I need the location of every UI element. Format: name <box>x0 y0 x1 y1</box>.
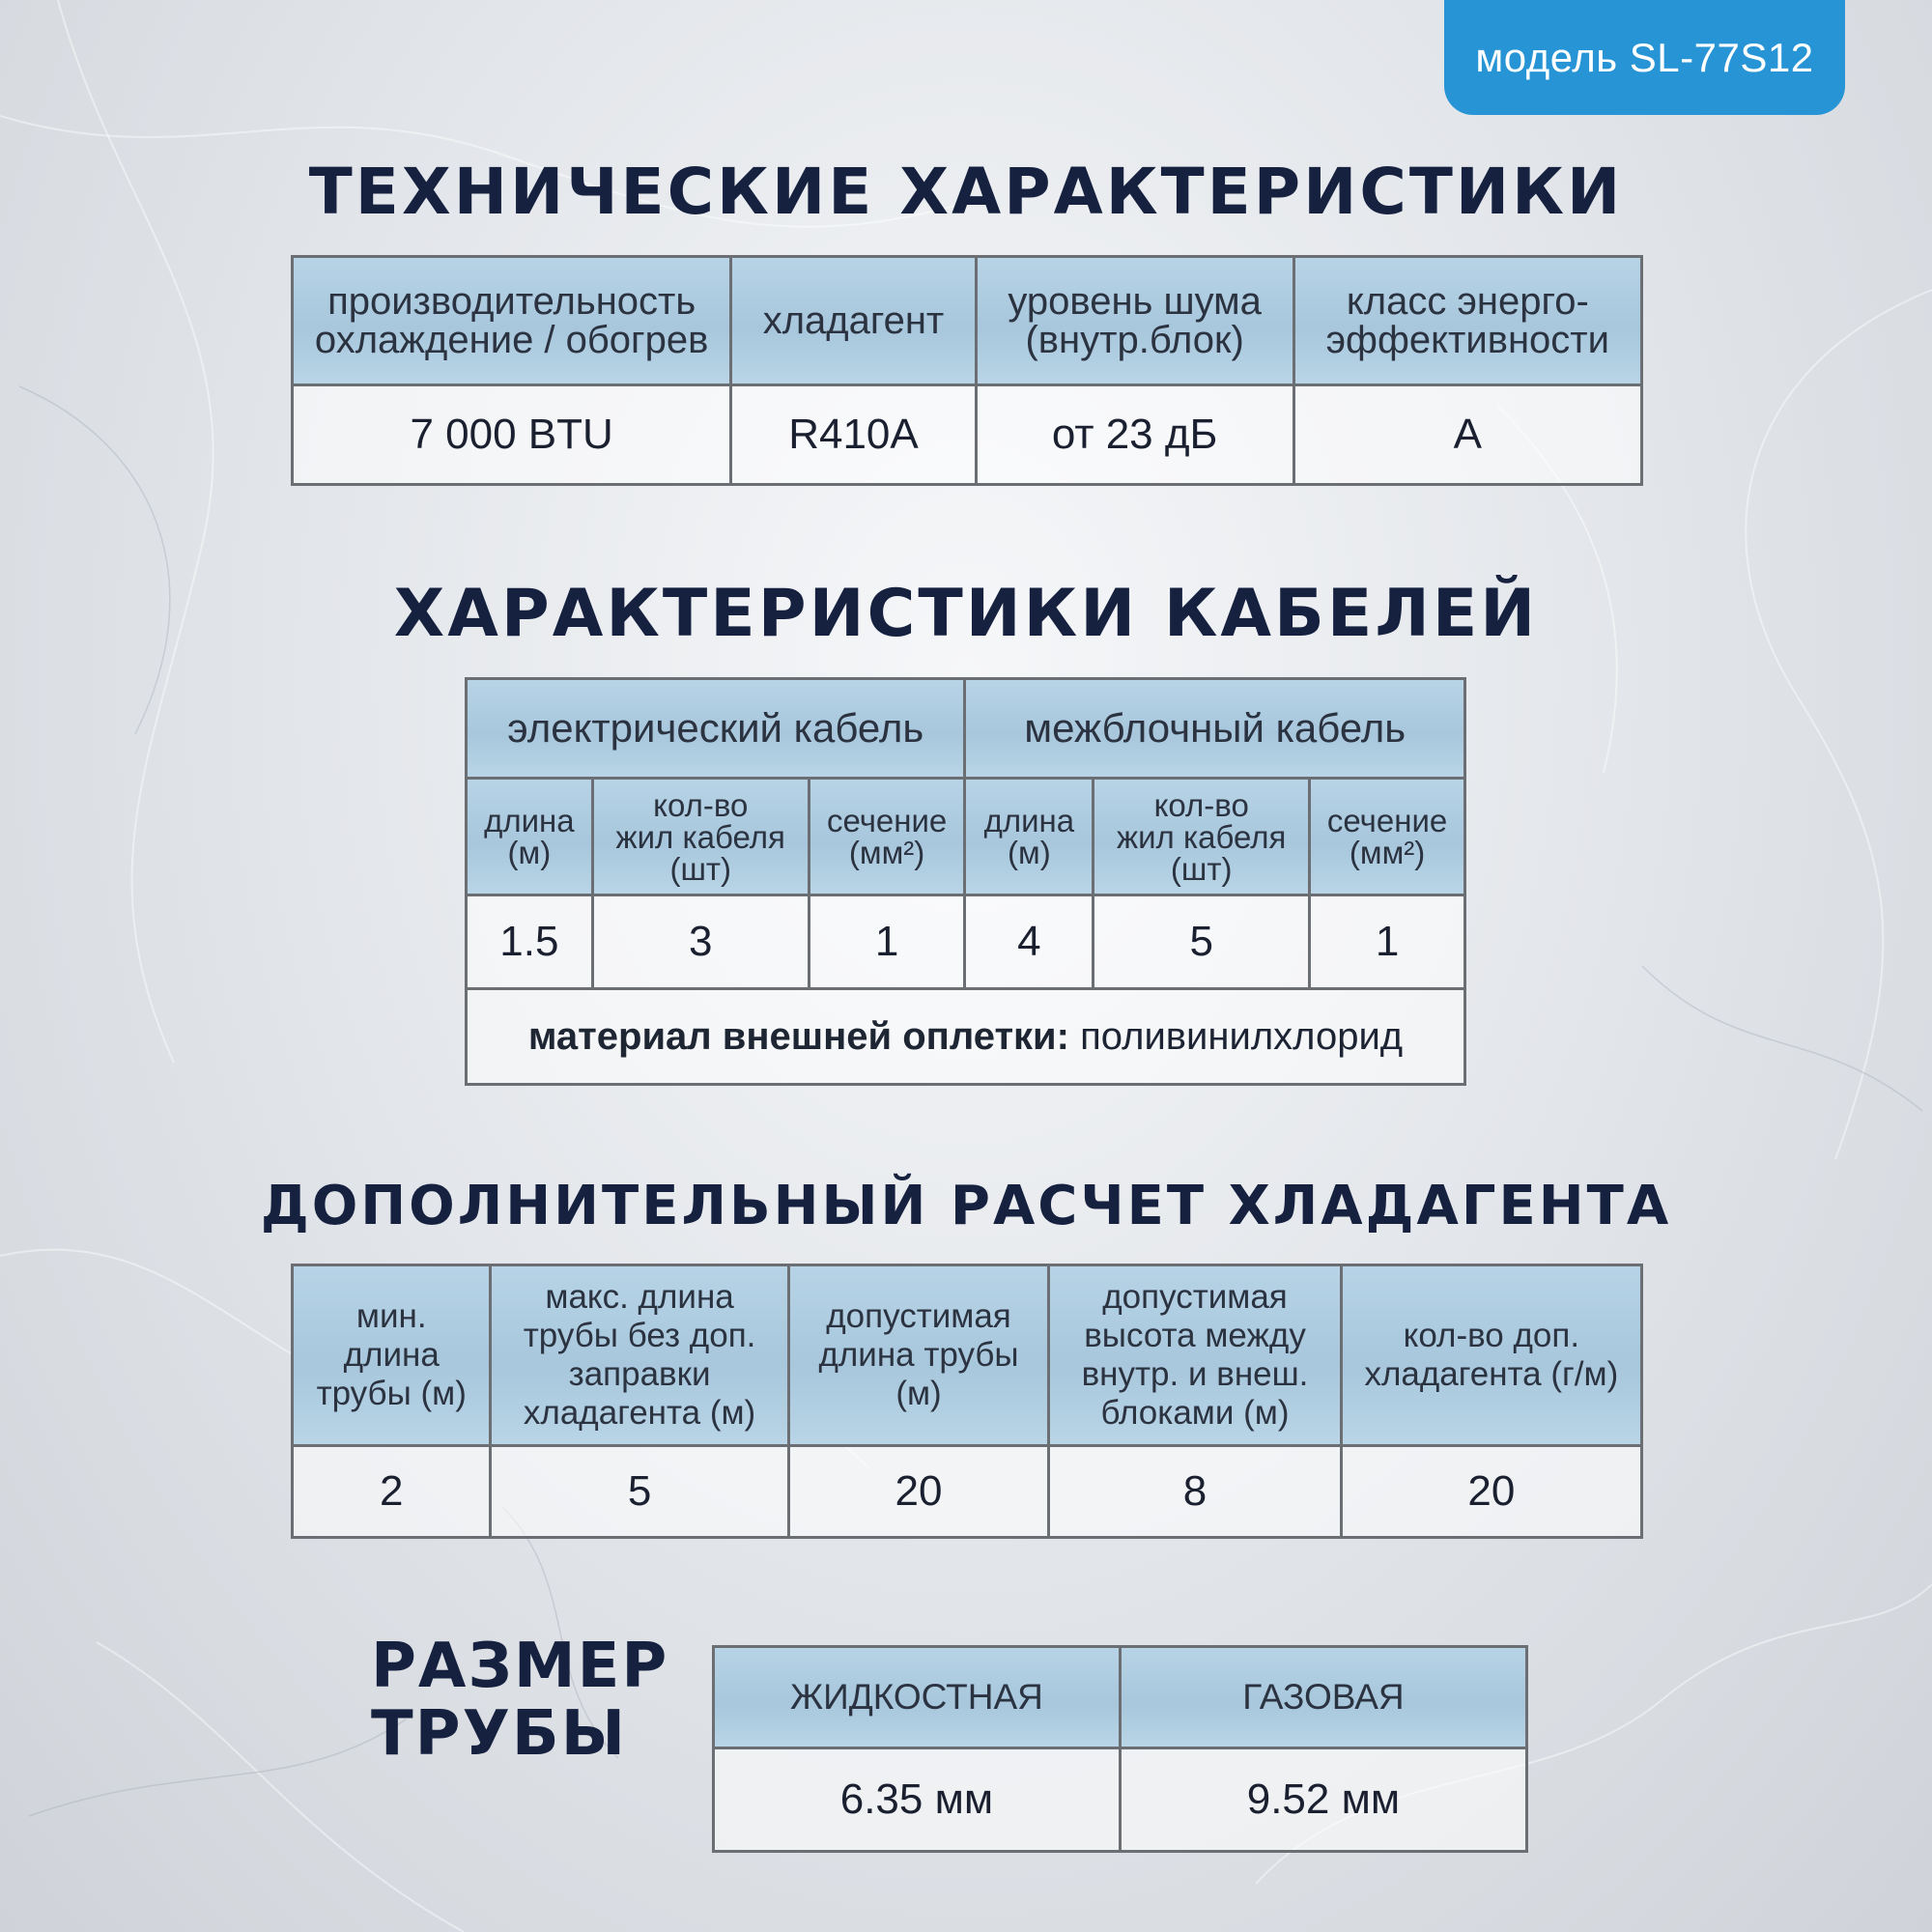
refrigerant-header-row <box>293 1265 1642 1446</box>
tech-specs-header-row <box>293 257 1642 385</box>
subheader-electric-cores: кол-во жил кабеля (шт) <box>592 779 809 895</box>
model-badge: модель SL-77S12 <box>1444 0 1845 115</box>
header-energy-class: класс энерго- эффективности <box>1293 257 1641 385</box>
value-interconnect-length: 4 <box>965 895 1094 989</box>
sheath-material-value: поливинилхлорид <box>1068 1014 1404 1058</box>
cables-subheader-row <box>467 779 1465 895</box>
value-electric-cores: 3 <box>592 895 809 989</box>
header-gas-pipe: ГАЗОВАЯ <box>1120 1647 1526 1748</box>
header-noise-level: уровень шума (внутр.блок) <box>976 257 1293 385</box>
subheader-interconnect-section: сечение (мм²) <box>1310 779 1465 895</box>
value-electric-section: 1 <box>809 895 965 989</box>
value-gas-pipe: 9.52 мм <box>1120 1748 1526 1852</box>
refrigerant-value-row <box>293 1446 1642 1538</box>
header-liquid-pipe: ЖИДКОСТНАЯ <box>714 1647 1121 1748</box>
header-extra-refrigerant: кол-во доп. хладагента (г/м) <box>1341 1265 1641 1446</box>
value-interconnect-section: 1 <box>1310 895 1465 989</box>
header-electric-cable: электрический кабель <box>467 679 965 779</box>
sheath-material-label: материал внешней оплетки: <box>527 1014 1069 1058</box>
header-cooling-heating-capacity: производительность охлаждение / обогрев <box>293 257 731 385</box>
value-min-pipe-length: 2 <box>293 1446 491 1538</box>
subheader-interconnect-length: длина (м) <box>965 779 1094 895</box>
value-energy-class: A <box>1293 385 1641 485</box>
refrigerant-calc-title: ДОПОЛНИТЕЛЬНЫЙ РАСЧЕТ ХЛАДАГЕНТА <box>260 1175 1672 1237</box>
header-allowed-height: допустимая высота между внутр. и внеш. блоками (м) <box>1049 1265 1341 1446</box>
value-capacity: 7 000 BTU <box>293 385 731 485</box>
header-max-length-no-charge: макс. длина трубы без доп. заправки хладагента (м) <box>491 1265 788 1446</box>
header-interconnect-cable: межблочный кабель <box>965 679 1465 779</box>
sheath-material-note <box>467 989 1465 1085</box>
tech-specs-title: ТЕХНИЧЕСКИЕ ХАРАКТЕРИСТИКИ <box>308 155 1624 229</box>
tech-specs-table <box>291 255 1643 486</box>
value-allowed-pipe-length: 20 <box>788 1446 1049 1538</box>
value-liquid-pipe: 6.35 мм <box>714 1748 1121 1852</box>
header-allowed-pipe-length: допустимая длина трубы (м) <box>788 1265 1049 1446</box>
value-max-length-no-charge: 5 <box>491 1446 788 1538</box>
subheader-electric-length: длина (м) <box>467 779 593 895</box>
cables-title: ХАРАКТЕРИСТИКИ КАБЕЛЕЙ <box>393 576 1539 652</box>
cables-group-row <box>467 679 1465 779</box>
value-extra-refrigerant: 20 <box>1341 1446 1641 1538</box>
subheader-interconnect-cores: кол-во жил кабеля (шт) <box>1094 779 1310 895</box>
value-noise-level: от 23 дБ <box>976 385 1293 485</box>
cables-value-row <box>467 895 1465 989</box>
pipe-header-row <box>714 1647 1527 1748</box>
value-interconnect-cores: 5 <box>1094 895 1310 989</box>
refrigerant-calc-table <box>291 1264 1643 1539</box>
pipe-size-title: РАЗМЕР ТРУБЫ <box>371 1631 669 1770</box>
subheader-electric-section: сечение (мм²) <box>809 779 965 895</box>
value-refrigerant: R410A <box>731 385 976 485</box>
cables-note-row <box>467 989 1465 1085</box>
cables-table <box>465 677 1466 1086</box>
value-electric-length: 1.5 <box>467 895 593 989</box>
pipe-size-table <box>712 1645 1528 1853</box>
header-refrigerant: хладагент <box>731 257 976 385</box>
header-min-pipe-length: мин. длина трубы (м) <box>293 1265 491 1446</box>
tech-specs-value-row <box>293 385 1642 485</box>
value-allowed-height: 8 <box>1049 1446 1341 1538</box>
pipe-value-row <box>714 1748 1527 1852</box>
